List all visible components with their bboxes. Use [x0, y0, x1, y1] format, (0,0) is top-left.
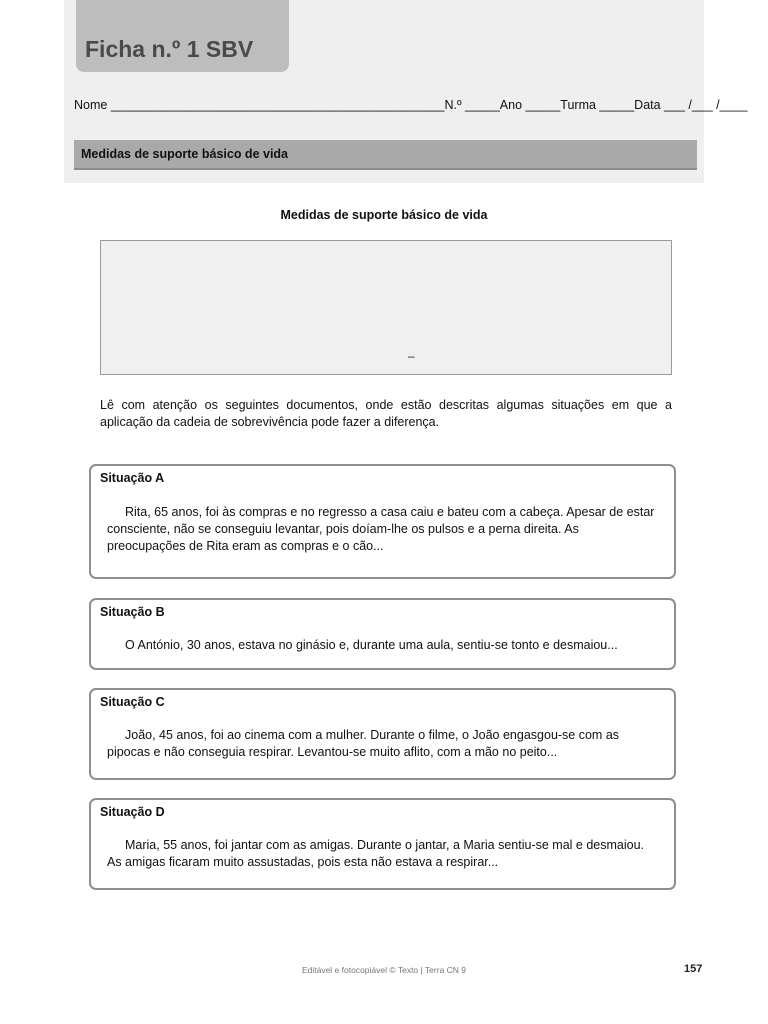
situation-title: Situação C — [100, 695, 165, 709]
situation-text: Rita, 65 anos, foi às compras e no regresso a casa caiu e bateu com a cabeça. Apesar de estar consciente, não se conseguiu levantar, pois doíam-lhe os pulsos e a perna direita. As preocupações de Rita eram as compras e o cão... — [107, 505, 655, 553]
page-number: 157 — [684, 963, 703, 975]
document-heading: Medidas de suporte básico de vida — [280, 208, 488, 222]
situation-text: Maria, 55 anos, foi jantar com as amigas. Durante o jantar, a Maria sentiu-se mal e desmaiou. As amigas ficaram muito assustadas, pois esta não estava a respirar... — [107, 838, 645, 869]
section-title: Medidas de suporte básico de vida — [81, 147, 289, 161]
situation-title: Situação D — [100, 805, 165, 819]
situation-text: O António, 30 anos, estava no ginásio e, durante uma aula, sentiu-se tonto e desmaiou... — [125, 638, 618, 652]
image-placeholder — [100, 240, 672, 375]
section-bar — [74, 140, 697, 170]
situation-title: Situação A — [100, 471, 165, 485]
intro-paragraph: Lê com atenção os seguintes documentos, onde estão descritas algumas situações em que a aplicação da cadeia de sobrevivência pode fazer a diferença. — [100, 398, 672, 429]
situation-title: Situação B — [100, 605, 165, 619]
situation-text: João, 45 anos, foi ao cinema com a mulher. Durante o filme, o João engasgou-se com as pipocas e não conseguia respirar. Levantou-se muito aflito, com a mão no peito... — [107, 728, 620, 759]
footer-credit: Editável e fotocopiável © Texto | Terra CN 9 — [301, 965, 467, 975]
worksheet-title: Ficha n.º 1 SBV — [85, 36, 254, 62]
situation-card-c — [89, 688, 676, 780]
image-placeholder-mark: – — [408, 349, 415, 363]
student-info-line: Nome ________________________________________________N.º _____Ano _____Turma _____Data ___ /___ /____ — [74, 98, 748, 112]
situation-card-d — [89, 798, 676, 890]
situation-card-a — [89, 464, 676, 579]
situation-card-b — [89, 598, 676, 670]
